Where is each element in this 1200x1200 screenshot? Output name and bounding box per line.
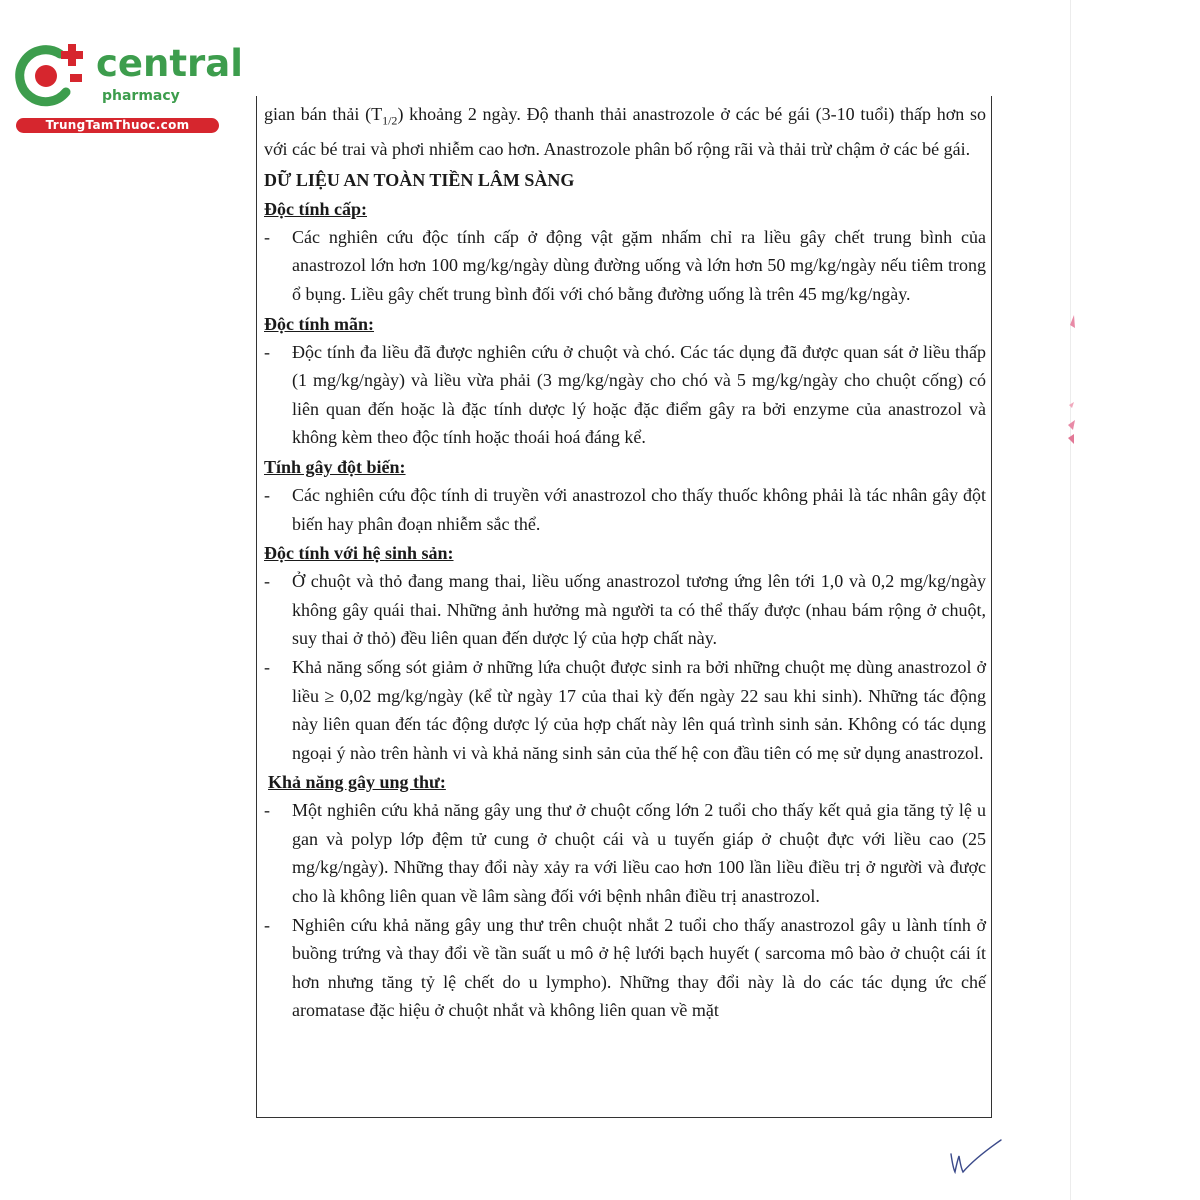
- bullet-text: Các nghiên cứu độc tính di truyền với anastrozol cho thấy thuốc không phải là tác nhân gây đột biến hay phân đoạn nhiễm sắc thể.: [292, 484, 986, 534]
- logo-name: central: [96, 42, 243, 85]
- bullet-text: Các nghiên cứu độc tính cấp ở động vật gặm nhấm chỉ ra liều gây chết trung bình của anastrozol lớn hơn 100 mg/kg/ngày dùng đường uống và lớn hơn 50 mg/kg/ngày nếu tiêm trong ổ bụng. Liều gây chết trung bình đối với chó bằng đường uống là trên 45 mg/kg/ngày.: [292, 226, 986, 304]
- logo-subtitle: pharmacy: [102, 88, 180, 104]
- intro-text-1: gian bán thải (T: [264, 104, 383, 124]
- list-item: [264, 338, 986, 452]
- heading-acute-toxicity: Độc tính cấp:: [264, 198, 367, 219]
- heading-chronic-toxicity: Độc tính mãn:: [264, 313, 375, 334]
- list-item: [264, 481, 986, 538]
- bullet-text: Độc tính đa liều đã được nghiên cứu ở chuột và chó. Các tác dụng đã được quan sát ở liều thấp (1 mg/kg/ngày) và liều vừa phải (3 mg/kg/ngày cho chó và 5 mg/kg/ngày cho chuột cống) có liên quan đến hoặc là đặc tính dược lý hoặc đặc điểm gây ra bởi enzyme của anastrozol và không kèm theo độc tính hoặc thoái hoá đáng kể.: [292, 341, 986, 448]
- logo-site-badge: TrungTamThuoc.com: [16, 118, 219, 133]
- heading-carcinogenicity: Khả năng gây ung thư:: [268, 772, 446, 793]
- bullet-dash: -: [264, 226, 270, 247]
- bullet-text: Ở chuột và thỏ đang mang thai, liều uống anastrozol tương ứng lên tới 1,0 và 0,2 mg/kg/ngày không gây quái thai. Những ảnh hưởng mà người ta có thể thấy được (nhau bám rộng ở chuột, suy thai ở thỏ) đều liên quan đến dược lý của hợp chất này.: [292, 571, 986, 649]
- bullet-dash: -: [264, 341, 270, 362]
- bullet-text: Một nghiên cứu khả năng gây ung thư ở chuột cống lớn 2 tuổi cho thấy kết quả gia tăng tỷ lệ u gan và polyp lớp đệm tử cung ở chuột cái và u tuyến giáp ở chuột đực với liều cao (25 mg/kg/ngày). Những thay đổi này xảy ra với liều cao hơn 100 lần liều điều trị ở người và được cho là không liên quan về lâm sàng đối với bệnh nhân điều trị anastrozol.: [292, 800, 986, 907]
- logo-c-cross-icon: [10, 40, 90, 112]
- heading-mutagenicity: Tính gây đột biến:: [264, 456, 406, 477]
- signature-mark: [945, 1138, 1005, 1178]
- bullet-dash: -: [264, 484, 270, 505]
- list-item: [264, 796, 986, 910]
- section-title: DỮ LIỆU AN TOÀN TIỀN LÂM SÀNG: [264, 169, 575, 190]
- central-pharmacy-logo[interactable]: [10, 38, 243, 138]
- list-item: [264, 223, 986, 309]
- bullet-text: Nghiên cứu khả năng gây ung thư trên chuột nhắt 2 tuổi cho thấy anastrozol gây u lành tính ở buồng trứng và thay đổi về tần suất u mô ở hệ lưới bạch huyết ( sarcoma mô bào ở chuột cái ít hơn nhưng tăng tỷ lệ chết do u lympho). Những thay đổi này là do các tác dụng ức chế aromatase đặc hiệu ở chuột nhắt và không liên quan về mặt: [292, 914, 986, 1021]
- bullet-dash: -: [264, 914, 270, 935]
- bullet-dash: -: [264, 800, 270, 821]
- intro-paragraph: [264, 100, 986, 164]
- list-item: [264, 653, 986, 767]
- bullet-dash: -: [264, 656, 270, 677]
- bullet-text: Khả năng sống sót giảm ở những lứa chuột được sinh ra bởi những chuột mẹ dùng anastrozol ở liều ≥ 0,02 mg/kg/ngày (kể từ ngày 17 của thai kỳ đến ngày 22 sau khi sinh). Những tác động này liên quan đến tác động dược lý của hợp chất này lên quá trình sinh sản. Không có tác dụng ngoại ý nào trên hành vi và khả năng sinh sản của thế hệ con đầu tiên có mẹ sử dụng anastrozol.: [292, 656, 986, 763]
- half-life-subscript: 1/2: [382, 113, 398, 128]
- bullet-dash: -: [264, 571, 270, 592]
- list-item: [264, 567, 986, 653]
- stamp-edge-marks: [1060, 310, 1080, 460]
- list-item: [264, 911, 986, 1025]
- document-body: [264, 100, 986, 1025]
- intro-text-2: ) khoảng 2 ngày. Độ thanh thải anastrozole ở các bé gái (3-10 tuổi) thấp hơn so với các bé trai và phơi nhiễm cao hơn. Anastrozole phân bố rộng rãi và thải trừ chậm ở các bé gái.: [264, 104, 986, 160]
- heading-reproductive-toxicity: Độc tính với hệ sinh sản:: [264, 543, 454, 564]
- page-edge-line: [1070, 0, 1071, 1200]
